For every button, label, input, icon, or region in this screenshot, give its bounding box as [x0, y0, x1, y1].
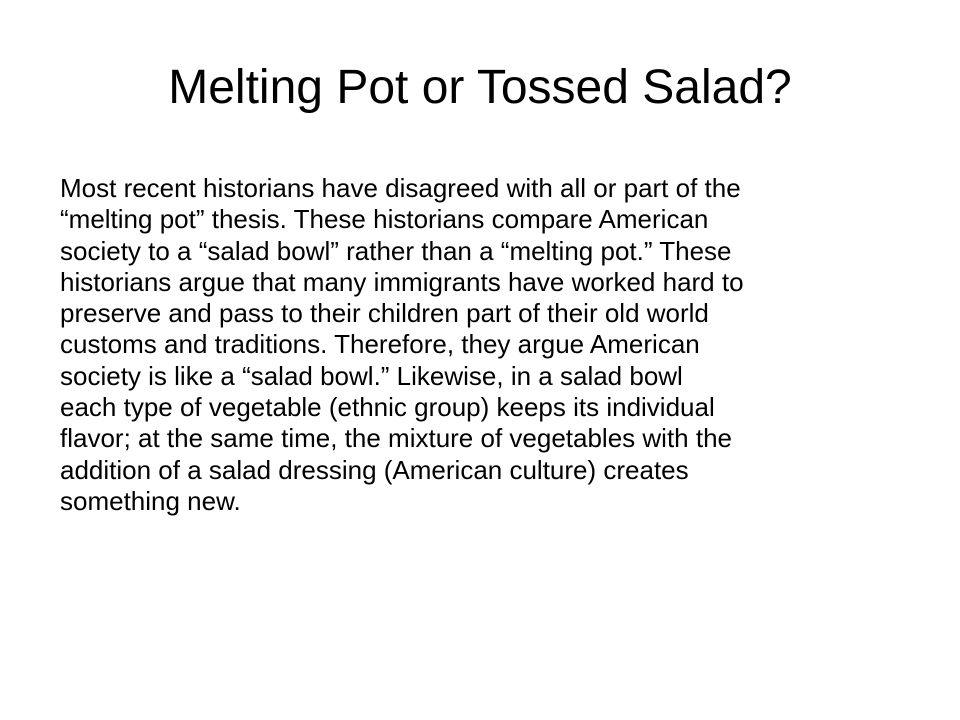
body-line: flavor; at the same time, the mixture of vegetables with the: [60, 423, 732, 454]
body-line: something new.: [60, 485, 241, 516]
body-line: society to a “salad bowl” rather than a “melting pot.” These: [60, 235, 732, 266]
body-line: historians argue that many immigrants have worked hard to: [60, 266, 744, 297]
body-line: each type of vegetable (ethnic group) keeps its individual: [60, 392, 715, 423]
slide-title: Melting Pot or Tossed Salad?: [168, 61, 792, 114]
body-line: customs and traditions. Therefore, they argue American: [60, 329, 700, 360]
body-line: addition of a salad dressing (American culture) creates: [60, 454, 689, 485]
body-line: preserve and pass to their children part of their old world: [60, 298, 709, 329]
body-line: “melting pot” thesis. These historians compare American: [60, 204, 709, 235]
slide-body: [60, 173, 910, 517]
body-line: society is like a “salad bowl.” Likewise, in a salad bowl: [60, 360, 683, 391]
body-line: Most recent historians have disagreed with all or part of the: [60, 173, 741, 203]
